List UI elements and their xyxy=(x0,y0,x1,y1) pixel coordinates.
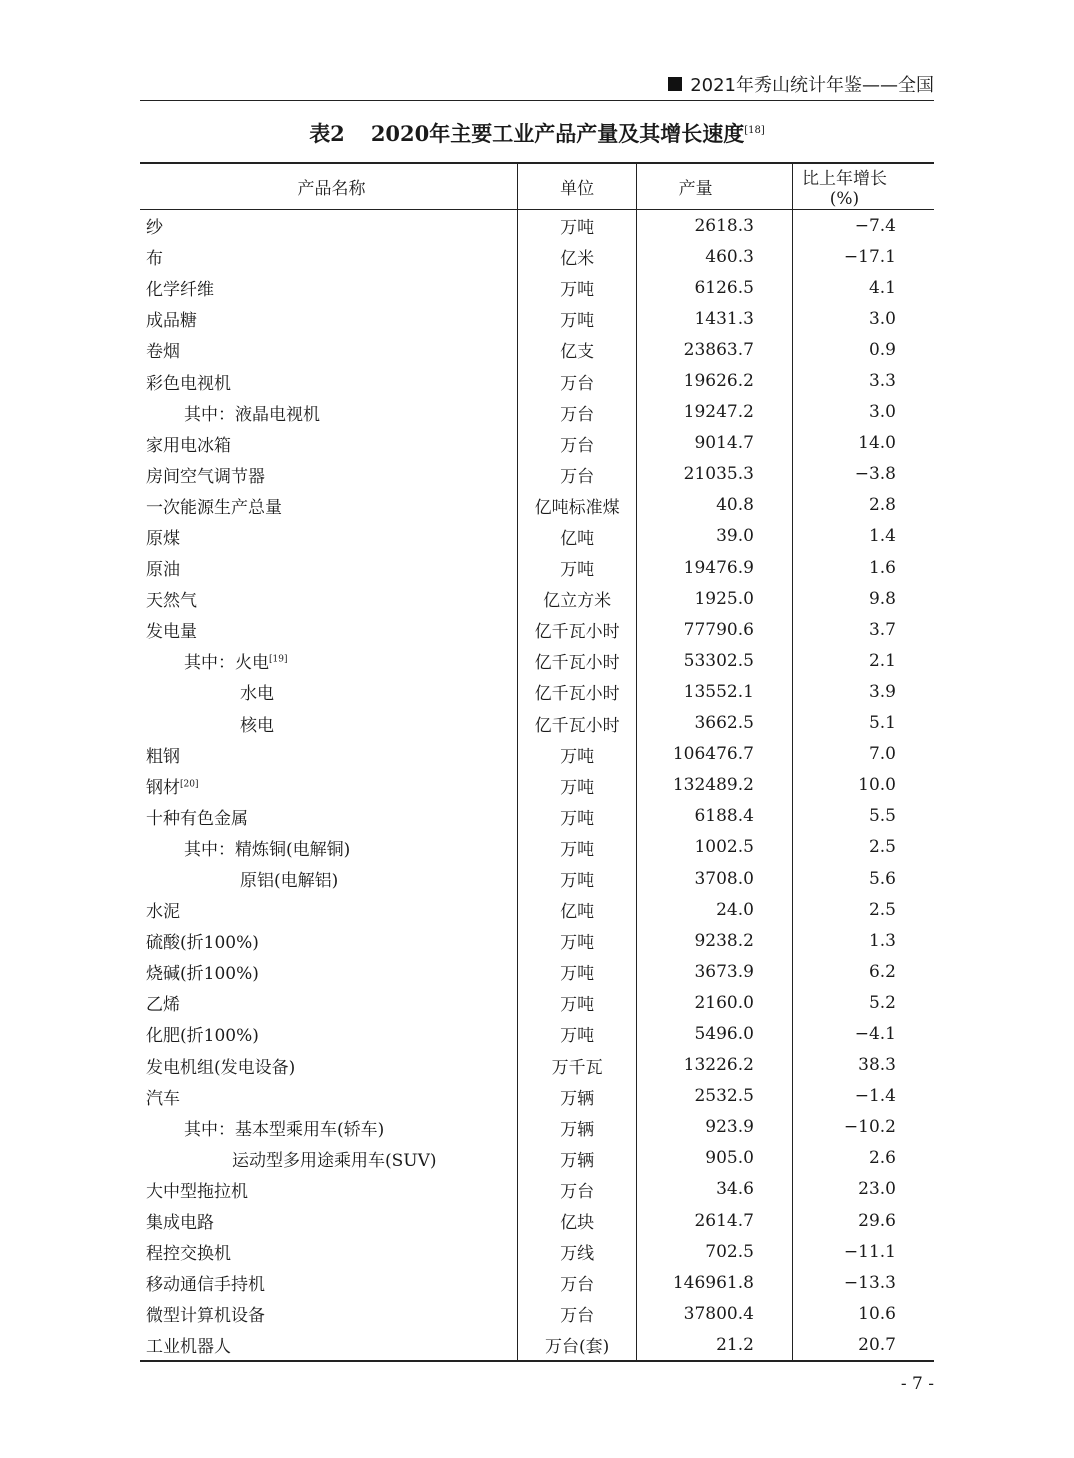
cell-unit: 亿千瓦小时 xyxy=(517,676,636,707)
table-label: 表2 xyxy=(309,121,345,146)
table-title-text: 2020年主要工业产品产量及其增长速度 xyxy=(370,121,745,146)
cell-growth: 1.3 xyxy=(792,925,934,956)
product-name-text: 彩色电视机 xyxy=(146,373,231,394)
cell-output: 2614.7 xyxy=(637,1205,793,1236)
product-name-text: 水电 xyxy=(240,684,274,705)
cell-growth: 1.4 xyxy=(792,521,934,552)
cell-growth: −1.4 xyxy=(792,1081,934,1112)
cell-unit: 万台 xyxy=(517,365,636,396)
product-name-text: 发电机组(发电设备) xyxy=(146,1057,296,1078)
cell-unit: 万线 xyxy=(517,1236,636,1267)
product-name-text: 程控交换机 xyxy=(146,1244,231,1265)
cell-product-name xyxy=(140,1329,517,1361)
cell-output: 77790.6 xyxy=(637,614,793,645)
product-name-text: 家用电冰箱 xyxy=(146,435,231,456)
cell-output: 6126.5 xyxy=(637,272,793,303)
table-row xyxy=(140,334,934,365)
product-name-text: 工业机器人 xyxy=(146,1337,231,1358)
product-name-text: 化肥(折100%) xyxy=(146,1026,259,1047)
cell-product-name xyxy=(140,397,517,428)
cell-output: 21.2 xyxy=(637,1329,793,1361)
footnote-ref: [19] xyxy=(269,654,288,665)
cell-unit: 万吨 xyxy=(517,552,636,583)
product-name-text: 硫酸(折100%) xyxy=(146,933,259,954)
table-row xyxy=(140,428,934,459)
product-name-text: 移动通信手持机 xyxy=(146,1275,265,1296)
table-row xyxy=(140,521,934,552)
cell-product-name xyxy=(140,1050,517,1081)
cell-output: 2618.3 xyxy=(637,210,793,242)
cell-product-name xyxy=(140,490,517,521)
cell-unit: 万台 xyxy=(517,1298,636,1329)
product-name-text: 粗钢 xyxy=(146,746,180,767)
cell-output: 19247.2 xyxy=(637,397,793,428)
table-row xyxy=(140,241,934,272)
cell-unit: 亿块 xyxy=(517,1205,636,1236)
product-name-text: 核电 xyxy=(240,715,274,736)
cell-unit: 万吨 xyxy=(517,303,636,334)
cell-growth: 2.5 xyxy=(792,894,934,925)
cell-output: 53302.5 xyxy=(637,645,793,676)
cell-unit: 万台 xyxy=(517,1174,636,1205)
cell-growth: 6.2 xyxy=(792,956,934,987)
cell-output: 1431.3 xyxy=(637,303,793,334)
header-text: 2021年秀山统计年鉴——全国 xyxy=(690,75,934,96)
cell-unit: 万吨 xyxy=(517,925,636,956)
cell-unit: 万吨 xyxy=(517,739,636,770)
cell-unit: 亿米 xyxy=(517,241,636,272)
cell-output: 460.3 xyxy=(637,241,793,272)
table-row xyxy=(140,676,934,707)
product-name-text: 十种有色金属 xyxy=(146,808,248,829)
cell-product-name xyxy=(140,956,517,987)
product-name-text: 其中：液晶电视机 xyxy=(184,404,320,425)
col-header-growth: 比上年增长(%) xyxy=(792,163,934,210)
cell-output: 9014.7 xyxy=(637,428,793,459)
cell-product-name xyxy=(140,1298,517,1329)
cell-output: 13226.2 xyxy=(637,1050,793,1081)
cell-growth: 29.6 xyxy=(792,1205,934,1236)
cell-unit: 万台 xyxy=(517,459,636,490)
header-square-icon xyxy=(668,77,682,91)
cell-output: 37800.4 xyxy=(637,1298,793,1329)
product-name-text: 布 xyxy=(146,249,163,270)
table-row xyxy=(140,1112,934,1143)
cell-product-name xyxy=(140,210,517,242)
cell-product-name xyxy=(140,459,517,490)
cell-product-name xyxy=(140,1143,517,1174)
product-name-text: 其中：火电 xyxy=(184,653,269,674)
table-row xyxy=(140,832,934,863)
cell-product-name xyxy=(140,428,517,459)
cell-output: 6188.4 xyxy=(637,801,793,832)
cell-output: 34.6 xyxy=(637,1174,793,1205)
table-row xyxy=(140,459,934,490)
product-name-text: 化学纤维 xyxy=(146,280,214,301)
cell-growth: 4.1 xyxy=(792,272,934,303)
cell-growth: −4.1 xyxy=(792,1018,934,1049)
product-name-text: 水泥 xyxy=(146,902,180,923)
cell-unit: 亿千瓦小时 xyxy=(517,614,636,645)
cell-product-name xyxy=(140,1236,517,1267)
cell-output: 3708.0 xyxy=(637,863,793,894)
cell-unit: 万吨 xyxy=(517,210,636,242)
cell-unit: 万吨 xyxy=(517,272,636,303)
product-name-text: 卷烟 xyxy=(146,342,180,363)
cell-product-name xyxy=(140,1205,517,1236)
cell-product-name xyxy=(140,1018,517,1049)
cell-unit: 万台 xyxy=(517,397,636,428)
product-name-text: 一次能源生产总量 xyxy=(146,497,282,518)
product-name-text: 烧碱(折100%) xyxy=(146,964,259,985)
cell-product-name xyxy=(140,739,517,770)
cell-output: 19626.2 xyxy=(637,365,793,396)
cell-growth: 14.0 xyxy=(792,428,934,459)
cell-unit: 万吨 xyxy=(517,770,636,801)
product-name-text: 原煤 xyxy=(146,528,180,549)
cell-product-name xyxy=(140,832,517,863)
table-row xyxy=(140,210,934,242)
table-row xyxy=(140,956,934,987)
cell-product-name xyxy=(140,272,517,303)
table-row xyxy=(140,552,934,583)
table-row xyxy=(140,1329,934,1361)
cell-growth: 5.1 xyxy=(792,708,934,739)
cell-output: 1925.0 xyxy=(637,583,793,614)
product-name-text: 钢材 xyxy=(146,777,180,798)
table-row xyxy=(140,987,934,1018)
cell-output: 3662.5 xyxy=(637,708,793,739)
cell-growth: 10.0 xyxy=(792,770,934,801)
cell-unit: 亿吨 xyxy=(517,521,636,552)
cell-growth: 3.0 xyxy=(792,303,934,334)
table-row xyxy=(140,1298,934,1329)
cell-output: 13552.1 xyxy=(637,676,793,707)
table-title-note: [18] xyxy=(744,125,765,136)
cell-unit: 亿吨 xyxy=(517,894,636,925)
cell-output: 5496.0 xyxy=(637,1018,793,1049)
cell-output: 21035.3 xyxy=(637,459,793,490)
table-body xyxy=(140,210,934,1362)
cell-growth: −10.2 xyxy=(792,1112,934,1143)
running-header xyxy=(140,68,934,101)
product-name-text: 集成电路 xyxy=(146,1213,214,1234)
cell-growth: 2.5 xyxy=(792,832,934,863)
cell-product-name xyxy=(140,303,517,334)
cell-output: 923.9 xyxy=(637,1112,793,1143)
cell-output: 23863.7 xyxy=(637,334,793,365)
cell-output: 24.0 xyxy=(637,894,793,925)
cell-unit: 万吨 xyxy=(517,956,636,987)
table-row xyxy=(140,614,934,645)
cell-product-name xyxy=(140,925,517,956)
table-row xyxy=(140,365,934,396)
cell-unit: 亿千瓦小时 xyxy=(517,708,636,739)
cell-growth: 38.3 xyxy=(792,1050,934,1081)
table-row xyxy=(140,1174,934,1205)
cell-product-name xyxy=(140,801,517,832)
cell-output: 146961.8 xyxy=(637,1267,793,1298)
cell-unit: 万吨 xyxy=(517,987,636,1018)
table-row xyxy=(140,894,934,925)
cell-output: 106476.7 xyxy=(637,739,793,770)
cell-growth: 3.3 xyxy=(792,365,934,396)
page-number: - 7 - xyxy=(900,1374,934,1394)
cell-product-name xyxy=(140,676,517,707)
cell-growth: 5.6 xyxy=(792,863,934,894)
product-name-text: 其中：基本型乘用车(轿车) xyxy=(184,1119,385,1140)
cell-growth: 1.6 xyxy=(792,552,934,583)
cell-growth: −17.1 xyxy=(792,241,934,272)
cell-growth: 2.1 xyxy=(792,645,934,676)
cell-growth: 5.5 xyxy=(792,801,934,832)
cell-output: 9238.2 xyxy=(637,925,793,956)
cell-growth: 20.7 xyxy=(792,1329,934,1361)
product-name-text: 天然气 xyxy=(146,591,197,612)
cell-product-name xyxy=(140,1174,517,1205)
product-name-text: 大中型拖拉机 xyxy=(146,1181,248,1202)
col-header-name: 产品名称 xyxy=(140,163,517,210)
cell-growth: −7.4 xyxy=(792,210,934,242)
cell-growth: 2.6 xyxy=(792,1143,934,1174)
cell-product-name xyxy=(140,645,517,676)
cell-product-name xyxy=(140,552,517,583)
cell-growth: 7.0 xyxy=(792,739,934,770)
cell-output: 2532.5 xyxy=(637,1081,793,1112)
table-title xyxy=(140,118,934,148)
col-header-output: 产量 xyxy=(637,163,793,210)
cell-unit: 亿立方米 xyxy=(517,583,636,614)
table-row xyxy=(140,583,934,614)
cell-product-name xyxy=(140,1267,517,1298)
cell-growth: 3.9 xyxy=(792,676,934,707)
cell-product-name xyxy=(140,1081,517,1112)
table-row xyxy=(140,770,934,801)
product-name-text: 微型计算机设备 xyxy=(146,1306,265,1327)
cell-product-name xyxy=(140,1112,517,1143)
cell-product-name xyxy=(140,614,517,645)
cell-output: 40.8 xyxy=(637,490,793,521)
cell-product-name xyxy=(140,894,517,925)
product-name-text: 原铝(电解铝) xyxy=(240,871,339,892)
cell-unit: 万辆 xyxy=(517,1143,636,1174)
cell-growth: 9.8 xyxy=(792,583,934,614)
cell-output: 3673.9 xyxy=(637,956,793,987)
col-header-unit: 单位 xyxy=(517,163,636,210)
product-name-text: 纱 xyxy=(146,218,163,239)
table-row xyxy=(140,925,934,956)
cell-growth: 2.8 xyxy=(792,490,934,521)
cell-output: 39.0 xyxy=(637,521,793,552)
cell-unit: 万辆 xyxy=(517,1112,636,1143)
cell-growth: 23.0 xyxy=(792,1174,934,1205)
cell-output: 132489.2 xyxy=(637,770,793,801)
cell-output: 905.0 xyxy=(637,1143,793,1174)
table-row xyxy=(140,303,934,334)
cell-product-name xyxy=(140,583,517,614)
cell-unit: 亿千瓦小时 xyxy=(517,645,636,676)
product-name-text: 汽车 xyxy=(146,1088,180,1109)
table-row xyxy=(140,272,934,303)
table-row xyxy=(140,1081,934,1112)
cell-product-name xyxy=(140,708,517,739)
table-row xyxy=(140,1143,934,1174)
cell-unit: 亿吨标准煤 xyxy=(517,490,636,521)
product-name-text: 原油 xyxy=(146,560,180,581)
cell-unit: 万台(套) xyxy=(517,1329,636,1361)
table-header-row xyxy=(140,163,934,210)
product-name-text: 成品糖 xyxy=(146,311,197,332)
table-row xyxy=(140,1205,934,1236)
cell-output: 2160.0 xyxy=(637,987,793,1018)
cell-unit: 万吨 xyxy=(517,832,636,863)
table-row xyxy=(140,863,934,894)
cell-product-name xyxy=(140,770,517,801)
product-name-text: 乙烯 xyxy=(146,995,180,1016)
cell-unit: 亿支 xyxy=(517,334,636,365)
cell-output: 702.5 xyxy=(637,1236,793,1267)
industrial-output-table xyxy=(140,162,934,1362)
product-name-text: 运动型多用途乘用车(SUV) xyxy=(232,1150,437,1171)
cell-product-name xyxy=(140,521,517,552)
table-row xyxy=(140,801,934,832)
cell-product-name xyxy=(140,241,517,272)
cell-growth: −11.1 xyxy=(792,1236,934,1267)
cell-growth: 0.9 xyxy=(792,334,934,365)
footnote-ref: [20] xyxy=(180,779,199,790)
cell-growth: 5.2 xyxy=(792,987,934,1018)
product-name-text: 发电量 xyxy=(146,622,197,643)
cell-unit: 万吨 xyxy=(517,863,636,894)
cell-growth: −13.3 xyxy=(792,1267,934,1298)
cell-unit: 万千瓦 xyxy=(517,1050,636,1081)
cell-product-name xyxy=(140,334,517,365)
table-row xyxy=(140,1018,934,1049)
cell-unit: 万辆 xyxy=(517,1081,636,1112)
cell-output: 19476.9 xyxy=(637,552,793,583)
cell-growth: −3.8 xyxy=(792,459,934,490)
cell-product-name xyxy=(140,863,517,894)
cell-growth: 3.7 xyxy=(792,614,934,645)
product-name-text: 其中：精炼铜(电解铜) xyxy=(184,839,351,860)
cell-output: 1002.5 xyxy=(637,832,793,863)
table-row xyxy=(140,397,934,428)
table-row xyxy=(140,490,934,521)
table-row xyxy=(140,645,934,676)
table-row xyxy=(140,1236,934,1267)
product-name-text: 房间空气调节器 xyxy=(146,466,265,487)
cell-unit: 万吨 xyxy=(517,801,636,832)
table-row xyxy=(140,739,934,770)
cell-unit: 万吨 xyxy=(517,1018,636,1049)
table-row xyxy=(140,1050,934,1081)
table-row xyxy=(140,1267,934,1298)
cell-growth: 10.6 xyxy=(792,1298,934,1329)
cell-growth: 3.0 xyxy=(792,397,934,428)
cell-unit: 万台 xyxy=(517,1267,636,1298)
cell-product-name xyxy=(140,365,517,396)
table-row xyxy=(140,708,934,739)
cell-product-name xyxy=(140,987,517,1018)
cell-unit: 万台 xyxy=(517,428,636,459)
